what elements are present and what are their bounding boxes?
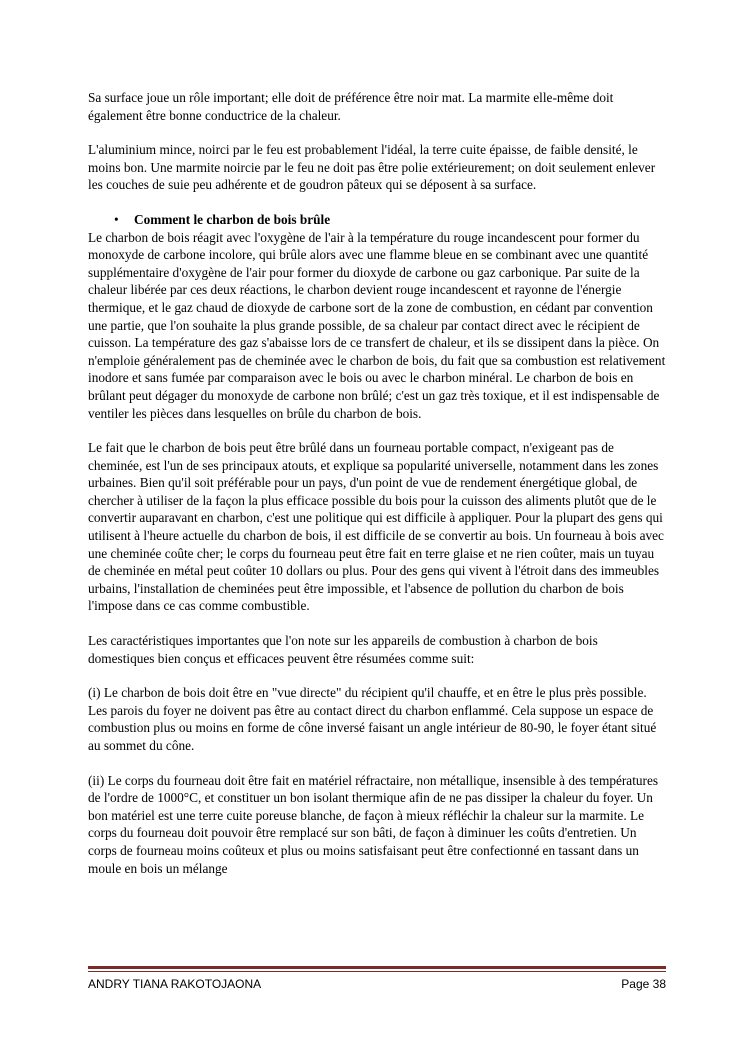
paragraph-5: Les caractéristiques importantes que l'on note sur les appareils de combustion à charbon de bois domestiques bien conçus et efficaces peuvent être résumées comme suit: [88, 633, 598, 666]
footer-divider-thin [88, 971, 666, 972]
paragraph-7: (ii) Le corps du fourneau doit être fait en matériel réfractaire, non métallique, insensible à des températures de l'ordre de 1000°C, et constituer un bon isolant thermique afin de ne pas dissiper la chaleur du foyer. Un bon matériel est une terre cuite poreuse blanche, de façon à mieux réfléchir la chaleur sur la marmite. Le corps du fourneau doit pouvoir être remplacé sur son bâti, de façon à diminuer les coûts d'entretien. Un corps de fourneau moins coûteux et plus ou moins satisfaisant peut être confectionné en tassant dans un moule en bois un mélange [88, 772, 659, 876]
section-heading [88, 211, 666, 229]
paragraph-6: (i) Le charbon de bois doit être en "vue directe" du récipient qu'il chauffe, et en être le plus près possible. Les parois du foyer ne doivent pas être au contact direct du charbon enflammé. Cela suppose un espace de combustion plus ou moins en forme de cône inversé faisant un angle intérieur de 80-90, le foyer étant situé au sommet du cône. [88, 685, 657, 753]
document-body [88, 89, 666, 877]
page-number: Page 38 [621, 977, 666, 991]
footer-author: ANDRY TIANA RAKOTOJAONA [88, 977, 262, 991]
footer-divider-thick [88, 966, 666, 969]
paragraph-4: Le fait que le charbon de bois peut être brûlé dans un fourneau portable compact, n'exigeant pas de cheminée, est l'un de ses principaux atouts, et explique sa popularité universelle, notamment dans les zones urbaines. Bien qu'il soit préférable pour un pays, d'un point de vue de rendement énergétique global, de chercher à utiliser de la façon la plus efficace possible du bois pour la cuisson des aliments plutôt que de le convertir auparavant en charbon, c'est une politique qui est difficile à appliquer. Pour la plupart des gens qui utilisent à l'heure actuelle du charbon de bois, il est difficile de se convertir au bois. Un fourneau à bois avec une cheminée coûte cher; le corps du fourneau peut être fait en terre glaise et ne rien coûter, mais un tuyau de cheminée en métal peut coûter 10 dollars ou plus. Pour des gens qui vivent à l'étroit dans des immeubles urbains, l'installation de cheminées peut être impossible, et l'absence de pollution du charbon de bois l'impose dans ce cas comme combustible. [88, 440, 664, 614]
bullet-icon: • [114, 211, 119, 227]
page-footer [88, 977, 666, 991]
section-heading-text: Comment le charbon de bois brûle [134, 211, 331, 227]
paragraph-2: L'aluminium mince, noirci par le feu est probablement l'idéal, la terre cuite épaisse, de faible densité, le moins bon. Une marmite noircie par le feu ne doit pas être polie extérieurement; on doit seulement enlever les couches de suie peu adhérente et de goudron pâteux qui se déposent à sa surface. [88, 142, 656, 193]
paragraph-1: Sa surface joue un rôle important; elle doit de préférence être noir mat. La marmite elle-même doit également être bonne conductrice de la chaleur. [88, 90, 614, 123]
paragraph-3: Le charbon de bois réagit avec l'oxygène de l'air à la température du rouge incandescent pour former du monoxyde de carbone incolore, qui brûle alors avec une flamme bleue en se combinant avec une quantité supplémentaire d'oxygène de l'air pour former du dioxyde de carbone ou gaz carbonique. Par suite de la chaleur libérée par ces deux réactions, le charbon devient rouge incandescent et rayonne de l'énergie thermique, et le gaz chaud de dioxyde de carbone sort de la zone de combustion, en cédant par convention une partie, que l'on souhaite la plus grande possible, de sa chaleur par contact direct avec le récipient de cuisson. La température des gaz s'abaisse lors de ce transfert de chaleur, et ils se dissipent dans la pièce. On n'emploie généralement pas de cheminée avec le charbon de bois, du fait que sa combustion est relativement inodore et sans fumée par comparaison avec le bois ou avec le charbon minéral. Le charbon de bois en brûlant peut dégager du monoxyde de carbone non brûlé; c'est un gaz très toxique, et il est indispensable de ventiler les pièces dans lesquelles on brûle du charbon de bois. [88, 229, 666, 421]
